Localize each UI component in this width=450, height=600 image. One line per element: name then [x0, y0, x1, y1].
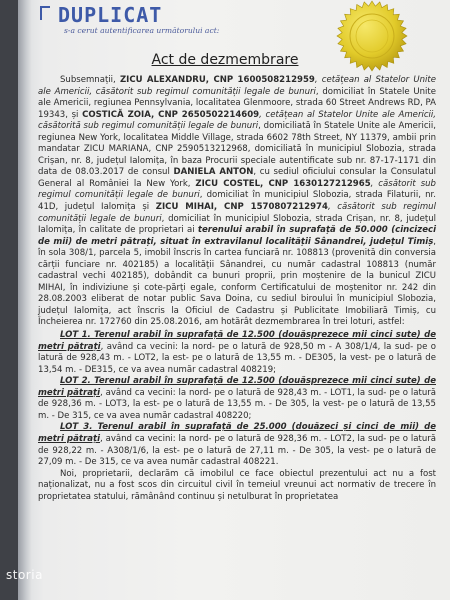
intro-text-0: Subsemnații,: [60, 75, 120, 85]
lot-2-text-0: LOT 2. Terenul arabil în suprafață de 12.500 (douăsprezece mii cinci sute) de metri pătrați: [38, 376, 436, 398]
intro-text-3: , domiciliat în Statele Unite ale Americii, regiunea Pennsylvania, localitatea Glenmoore, strada 60 Street Andrews RD, PA 19343, și: [38, 86, 436, 120]
lot-3-text-0: LOT 3. Terenul arabil în suprafață de 25.000 (douăzeci și cinci de mii) de metri pătrați: [38, 422, 436, 444]
intro-text-4: COSTICĂ ZOIA, CNP 2650502214609: [82, 109, 260, 120]
intro-text-6: , domiciliată în Statele Unite ale Americii, regiunea New York, localitatea Middle Village, strada 6602 78th Street, NY 11379, ambii prin mandatar ZICU MARIANA, CNP 2590513212968, domiciliată în municipiul Slobozia, strada Crișan, nr. 8, județul Ialomița, în baza Procurii speciale autentificate sub nr. 87-17-1171 din data de 08.03.2017 de consul: [38, 121, 436, 178]
intro-text-16: , în sola 308/1, parcela 5, imobil înscris în cartea funciară nr. 108813 (provenită din conversia cărții funciare nr. 402185) a localității Sânandrei, cu număr cadastral 108813 (număr cadastral vechi 402185), dobândit ca bunuri proprii, prin moștenire de la bunicul ZICU MIHAI, în indiviziune și cote-părți egale, conform Certificatului de moștenitor nr. 242 din 28.08.2003 eliberat de notar public Sava Doina, cu sediul biroului în municipiul Slobozia, județul Ialomița, act înscris la Oficiul de Cadastru și Publicitate Imobiliară Timiș, cu Încheierea nr. 172760 din 25.08.2016, am hotărât dezmembrarea în trei loturi, astfel:: [38, 236, 436, 328]
stamp-corner: [40, 6, 50, 20]
intro-text-5: , cetățean al Statelor Unite ale Americii, căsătorită sub regimul comunității legale de bunuri: [38, 109, 436, 132]
lots-section: [38, 330, 436, 469]
intro-text-9: ZICU COSTEL, CNP 1630127212965: [195, 178, 371, 189]
lot-3-text-1: , având ca vecini: la nord- pe o latură de 928,36 m. - LOT2, la sud- pe o latură de 928,22 m. - A308/1/6, la est- pe o latură de 27,11 m. - De 305, la vest- pe o latură de 27,09 m. - De 315, ce va avea număr cadastral 408221.: [38, 433, 436, 468]
intro-text-10: , căsătorit sub regimul comunității legale de bunuri: [38, 178, 436, 201]
intro-text-12: ZICU MIHAI, CNP 1570807212974: [155, 202, 328, 213]
lot-1-text-1: , având ca vecini: la nord- pe o latură de 928,50 m - A 308/1/4, la sud- pe o latură de 928,43 m. - LOT2, la est- pe o latură de 13,55 m. - DE305, la vest- pe o latură de 13,54 m. - DE315, ce va avea număr cadastral 408219;: [38, 341, 436, 375]
intro-paragraph: [38, 75, 436, 329]
intro-text-15: terenului arabil în suprafață de 50.000 (cincizeci de mii) de metri pătrați, situat în extravilanul localității Sânandrei, județul Timiș: [38, 225, 436, 247]
document-body: [38, 75, 436, 503]
intro-text-2: , cetățean al Statelor Unite ale Americii, căsătorit sub regimul comunității legale de bunuri: [38, 75, 437, 97]
intro-text-8: , cu sediul oficiului consular la Consulatul General al României la New York,: [38, 167, 436, 189]
intro-text-13: , căsătorit sub regimul comunității legale de bunuri: [38, 202, 436, 224]
closing-paragraph: Noi, proprietarii, declarăm că imobilul ce face obiectul prezentului act nu a fost naționalizat, nu a fost scos din circuitul civil în temeiul vreunui act normativ de trecere în proprietatea statului, rămânând continuu și netulburat în proprietatea: [38, 468, 436, 502]
lot-2-text-1: , având ca vecini: la nord- pe o latură de 928,43 m. - LOT1, la sud- pe o latură de 928,36 m. - LOT3, la est- pe o latură de 13,55 m. - De 305, la vest- pe o latură de 13,55 m. - De 315, ce va avea număr cadastral 408220;: [38, 387, 436, 421]
intro-text-1: ZICU ALEXANDRU, CNP 1600508212959: [119, 75, 315, 85]
intro-text-7: DANIELA ANTON: [173, 167, 254, 178]
storia-watermark: storia: [6, 568, 43, 582]
document-title: Act de dezmembrare: [151, 52, 299, 68]
stamp-subtitle: s-a cerut autentificarea următorului act:: [64, 26, 220, 35]
duplicat-stamp: DUPLICAT: [58, 3, 163, 27]
lot-3-paragraph: [38, 422, 436, 468]
page-fold-shadow: [18, 0, 32, 600]
intro-text-11: , domiciliat în municipiul Slobozia, strada Filaturii, nr. 41D, județul Ialomița și: [38, 190, 436, 213]
lot-1-text-0: LOT 1. Terenul arabil în suprafață de 12.500 (douăsprezece mii cinci sute) de metri pătrați: [38, 330, 436, 352]
intro-text-14: , domiciliat în municipiul Slobozia, strada Crișan, nr. 8, județul Ialomița, în calitate de proprietari ai: [38, 213, 436, 236]
lot-2-paragraph: [38, 376, 436, 422]
lot-1-paragraph: [38, 330, 436, 376]
